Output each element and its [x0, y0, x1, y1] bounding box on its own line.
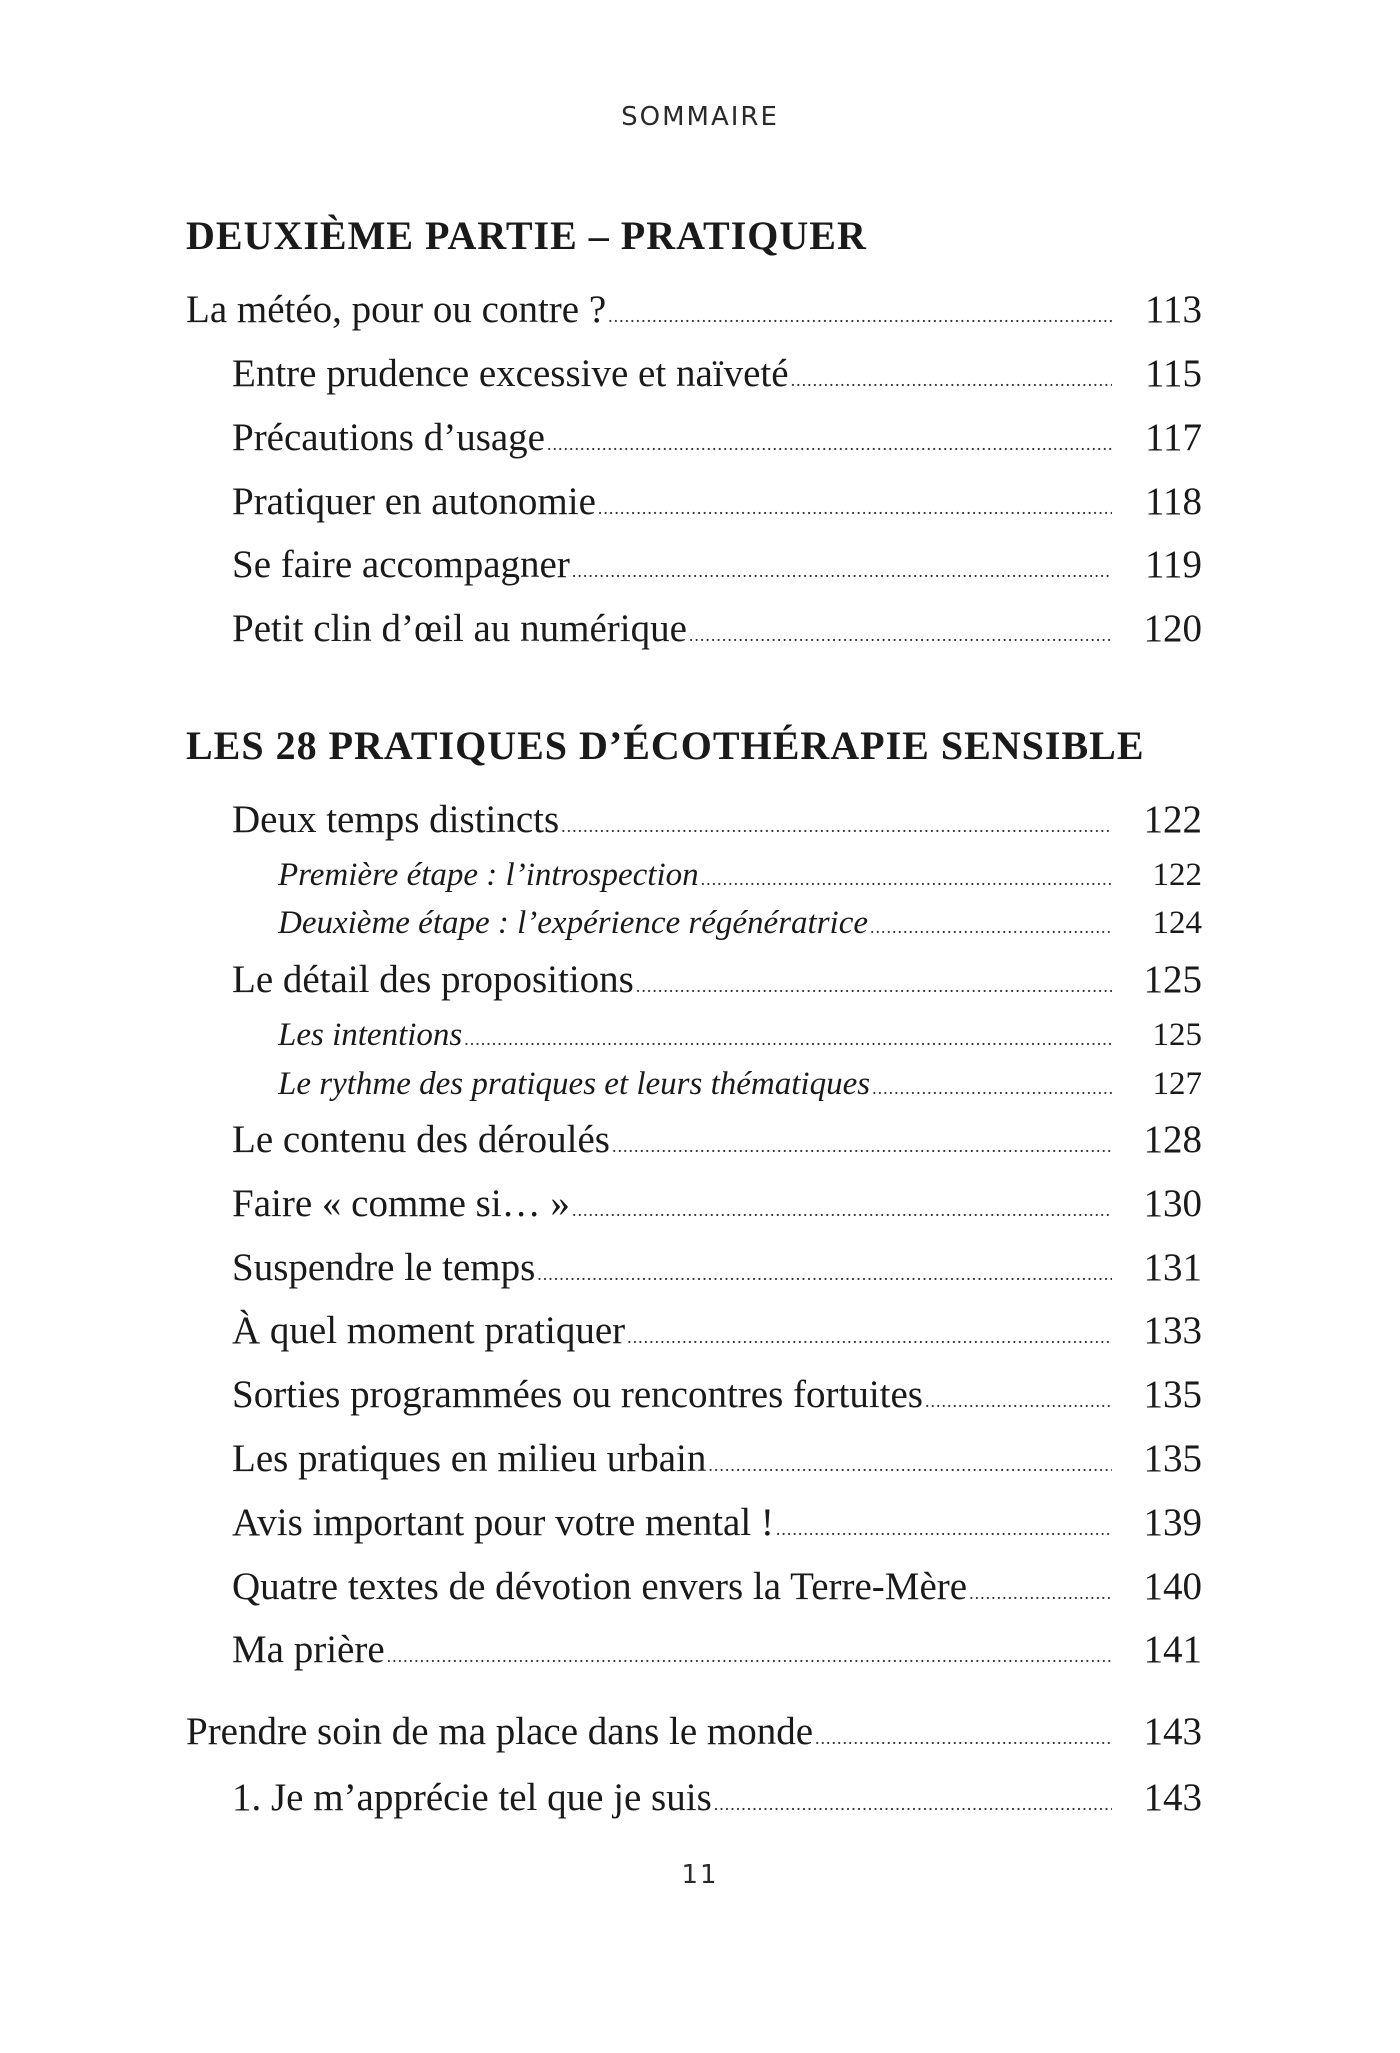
toc-entry[interactable] — [0, 1248, 1400, 1298]
toc-entry[interactable] — [0, 1120, 1400, 1170]
toc-entry[interactable] — [0, 1439, 1400, 1489]
toc-entry-title: Avis important pour votre mental ! — [232, 1501, 774, 1544]
toc-entry-title: Entre prudence excessive et naïveté — [232, 352, 789, 395]
toc-entry-title: 1. Je m’apprécie tel que je suis — [232, 1776, 712, 1819]
toc-entry-page: 139 — [1143, 1501, 1202, 1544]
section-title-28-pratiques: LES 28 PRATIQUES D’ÉCOTHÉRAPIE SENSIBLE — [186, 723, 1145, 768]
dot-leader — [708, 1455, 1112, 1476]
toc-entry[interactable] — [0, 1311, 1400, 1361]
dot-leader — [572, 1200, 1112, 1221]
toc-entry-title: Première étape : l’introspection — [278, 857, 699, 893]
toc-entry-page: 143 — [1143, 1776, 1202, 1819]
toc-entry[interactable] — [0, 482, 1400, 532]
toc-entry[interactable] — [0, 418, 1400, 468]
toc-entry[interactable] — [0, 1778, 1400, 1828]
toc-entry-title: Deux temps distincts — [232, 798, 560, 841]
toc-entry-page: 124 — [1152, 905, 1202, 941]
toc-entry-page: 122 — [1152, 857, 1202, 893]
toc-entry-page: 127 — [1152, 1066, 1202, 1102]
toc-subentry[interactable] — [0, 1012, 1400, 1062]
toc-entry-page: 128 — [1143, 1118, 1202, 1161]
dot-leader — [870, 917, 1112, 938]
toc-entry-page: 113 — [1144, 288, 1202, 331]
toc-entry-title: À quel moment pratiquer — [232, 1309, 626, 1352]
toc-entry-page: 117 — [1144, 416, 1202, 459]
toc-subentry[interactable] — [0, 852, 1400, 902]
dot-leader — [537, 1264, 1112, 1285]
toc-entry-title: Précautions d’usage — [232, 416, 545, 459]
dot-leader — [872, 1078, 1112, 1099]
dot-leader — [608, 306, 1112, 327]
toc-entry[interactable] — [0, 1630, 1400, 1680]
toc-entry[interactable] — [0, 1567, 1400, 1617]
toc-entry-page: 140 — [1143, 1565, 1202, 1608]
toc-entry[interactable] — [0, 1503, 1400, 1553]
toc-entry[interactable] — [0, 960, 1400, 1010]
dot-leader — [572, 561, 1112, 582]
dot-leader — [969, 1583, 1112, 1604]
dot-leader — [561, 816, 1112, 837]
section-title-deuxieme-partie: DEUXIÈME PARTIE – PRATIQUER — [186, 213, 867, 258]
toc-entry[interactable] — [0, 1712, 1400, 1762]
dot-leader — [925, 1391, 1112, 1412]
toc-entry-page: 141 — [1143, 1628, 1202, 1671]
toc-entry-page: 135 — [1143, 1373, 1202, 1416]
toc-entry-title: Prendre soin de ma place dans le monde — [186, 1710, 814, 1753]
dot-leader — [627, 1327, 1112, 1348]
dot-leader — [387, 1646, 1112, 1667]
toc-entry[interactable] — [0, 1184, 1400, 1234]
dot-leader — [714, 1794, 1112, 1815]
toc-entry-title: Les intentions — [278, 1017, 463, 1053]
toc-entry-page: 122 — [1143, 798, 1202, 841]
toc-entry-title: Les pratiques en milieu urbain — [232, 1437, 707, 1480]
toc-entry-page: 143 — [1143, 1710, 1202, 1753]
dot-leader — [636, 976, 1112, 997]
toc-entry-title: Suspendre le temps — [232, 1246, 536, 1289]
toc-entry[interactable] — [0, 545, 1400, 595]
toc-subentry[interactable] — [0, 1061, 1400, 1111]
running-head: SOMMAIRE — [621, 102, 779, 132]
toc-entry-page: 125 — [1143, 958, 1202, 1001]
toc-entry-title: La météo, pour ou contre ? — [186, 288, 607, 331]
dot-leader — [689, 625, 1112, 646]
page-number: 11 — [681, 1860, 719, 1890]
toc-entry-title: Le détail des propositions — [232, 958, 634, 1001]
toc-entry-page: 131 — [1143, 1246, 1202, 1289]
dot-leader — [776, 1519, 1112, 1540]
toc-entry[interactable] — [0, 354, 1400, 404]
toc-entry[interactable] — [0, 609, 1400, 659]
dot-leader — [612, 1136, 1112, 1157]
toc-entry[interactable] — [0, 800, 1400, 850]
toc-entry-title: Quatre textes de dévotion envers la Terre-Mère — [232, 1565, 968, 1608]
dot-leader — [701, 869, 1112, 890]
toc-entry-page: 119 — [1144, 543, 1202, 586]
dot-leader — [464, 1029, 1112, 1050]
toc-entry-title: Petit clin d’œil au numérique — [232, 607, 687, 650]
toc-entry-title: Faire « comme si… » — [232, 1182, 570, 1225]
toc-entry-page: 133 — [1143, 1309, 1202, 1352]
toc-entry-page: 130 — [1143, 1182, 1202, 1225]
dot-leader — [791, 370, 1112, 391]
toc-entry[interactable] — [0, 290, 1400, 340]
toc-entry[interactable] — [0, 1375, 1400, 1425]
toc-entry-title: Le rythme des pratiques et leurs thématiques — [278, 1066, 871, 1102]
dot-leader — [815, 1728, 1112, 1749]
dot-leader — [547, 434, 1112, 455]
toc-entry-title: Ma prière — [232, 1628, 385, 1671]
toc-entry-page: 120 — [1143, 607, 1202, 650]
toc-entry-page: 125 — [1152, 1017, 1202, 1053]
toc-subentry[interactable] — [0, 900, 1400, 950]
toc-entry-page: 118 — [1144, 480, 1202, 523]
toc-entry-title: Le contenu des déroulés — [232, 1118, 610, 1161]
toc-entry-title: Pratiquer en autonomie — [232, 480, 596, 523]
toc-entry-title: Sorties programmées ou rencontres fortuites — [232, 1373, 923, 1416]
toc-entry-title: Se faire accompagner — [232, 543, 570, 586]
toc-entry-title: Deuxième étape : l’expérience régénératrice — [278, 905, 869, 941]
dot-leader — [598, 498, 1112, 519]
toc-entry-page: 115 — [1144, 352, 1202, 395]
toc-entry-page: 135 — [1143, 1437, 1202, 1480]
